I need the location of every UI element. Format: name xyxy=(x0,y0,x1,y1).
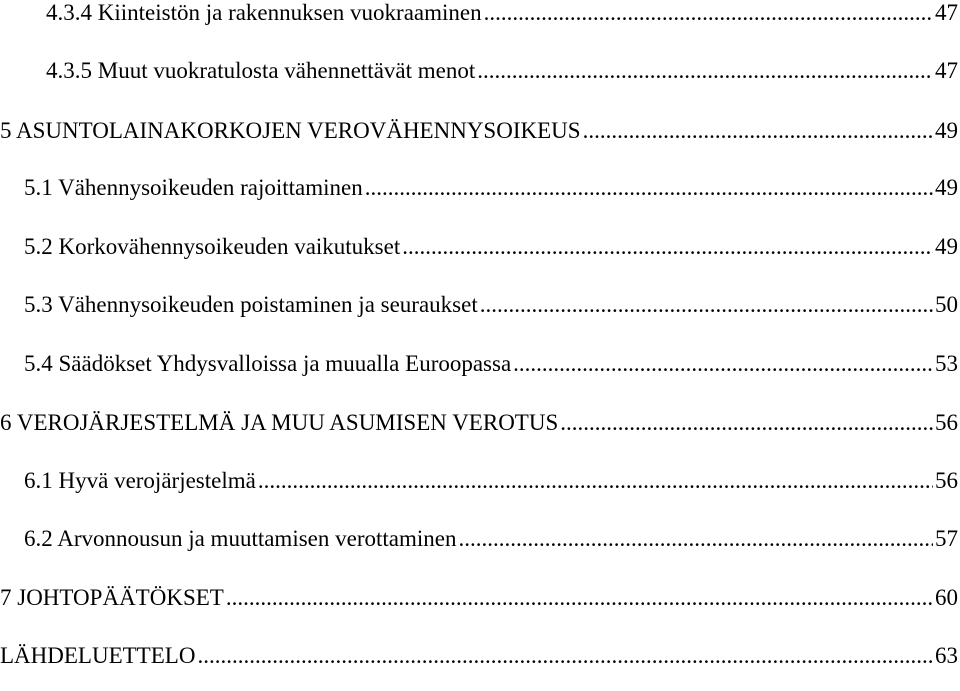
toc-entry-5-2[interactable] xyxy=(24,227,958,267)
toc-entry-title: 6.1 Hyvä verojärjestelmä xyxy=(24,468,256,493)
toc-entry-title: LÄHDELUETTELO xyxy=(0,643,196,668)
toc-entry-page: 47 xyxy=(935,58,958,83)
toc-leader-dots xyxy=(258,461,933,501)
toc-entry-title: 4.3.5 Muut vuokratulosta vähennettävät menot xyxy=(46,58,476,83)
toc-leader-dots xyxy=(583,111,933,151)
toc-entry-5-4[interactable] xyxy=(24,344,958,384)
toc-entry-page: 56 xyxy=(935,468,958,493)
toc-leader-dots xyxy=(477,51,933,91)
toc-entry-page: 49 xyxy=(935,175,958,200)
toc-entry-7[interactable] xyxy=(0,578,958,618)
toc-entry-6-1[interactable] xyxy=(24,461,958,501)
toc-entry-page: 63 xyxy=(935,643,958,668)
toc-entry-page: 47 xyxy=(935,0,958,25)
toc-entry-page: 50 xyxy=(935,292,958,317)
toc-entry-title: 6.2 Arvonnousun ja muuttamisen verottaminen xyxy=(24,526,457,551)
toc-entry-6-2[interactable] xyxy=(24,519,958,559)
toc-leader-dots xyxy=(197,636,933,676)
toc-entry-page: 60 xyxy=(935,585,958,610)
toc-entry-title: 4.3.4 Kiinteistön ja rakennuksen vuokraaminen xyxy=(46,0,482,25)
toc-entry-4-3-4[interactable] xyxy=(46,0,958,33)
toc-entry-4-3-5[interactable] xyxy=(46,51,958,91)
toc-entry-page: 57 xyxy=(935,526,958,551)
toc-entry-title: 6 VEROJÄRJESTELMÄ JA MUU ASUMISEN VEROTUS xyxy=(0,410,559,435)
toc-entry-page: 56 xyxy=(935,410,958,435)
toc-entry-6[interactable] xyxy=(0,403,958,443)
toc-entry-5-3[interactable] xyxy=(24,285,958,325)
toc-entry-title: 7 JOHTOPÄÄTÖKSET xyxy=(0,585,224,610)
toc-entry-title: 5.2 Korkovähennysoikeuden vaikutukset xyxy=(24,234,401,259)
toc-leader-dots xyxy=(480,285,933,325)
toc-entry-title: 5 ASUNTOLAINAKORKOJEN VEROVÄHENNYSOIKEUS xyxy=(0,118,581,143)
toc-leader-dots xyxy=(458,519,933,559)
toc-entry-title: 5.1 Vähennysoikeuden rajoittaminen xyxy=(24,175,363,200)
toc-leader-dots xyxy=(513,344,933,384)
toc-entry-page: 53 xyxy=(935,351,958,376)
toc-entry-references[interactable] xyxy=(0,636,958,676)
toc-leader-dots xyxy=(365,168,933,208)
toc-entry-5[interactable] xyxy=(0,111,958,151)
toc-leader-dots xyxy=(484,0,933,33)
toc-entry-page: 49 xyxy=(935,234,958,259)
toc-entry-title: 5.3 Vähennysoikeuden poistaminen ja seuraukset xyxy=(24,292,478,317)
toc-entry-title: 5.4 Säädökset Yhdysvalloissa ja muualla Euroopassa xyxy=(24,351,512,376)
toc-entry-5-1[interactable] xyxy=(24,168,958,208)
toc-leader-dots xyxy=(226,578,933,618)
toc-leader-dots xyxy=(560,403,933,443)
toc-leader-dots xyxy=(402,227,933,267)
toc-entry-page: 49 xyxy=(935,118,958,143)
